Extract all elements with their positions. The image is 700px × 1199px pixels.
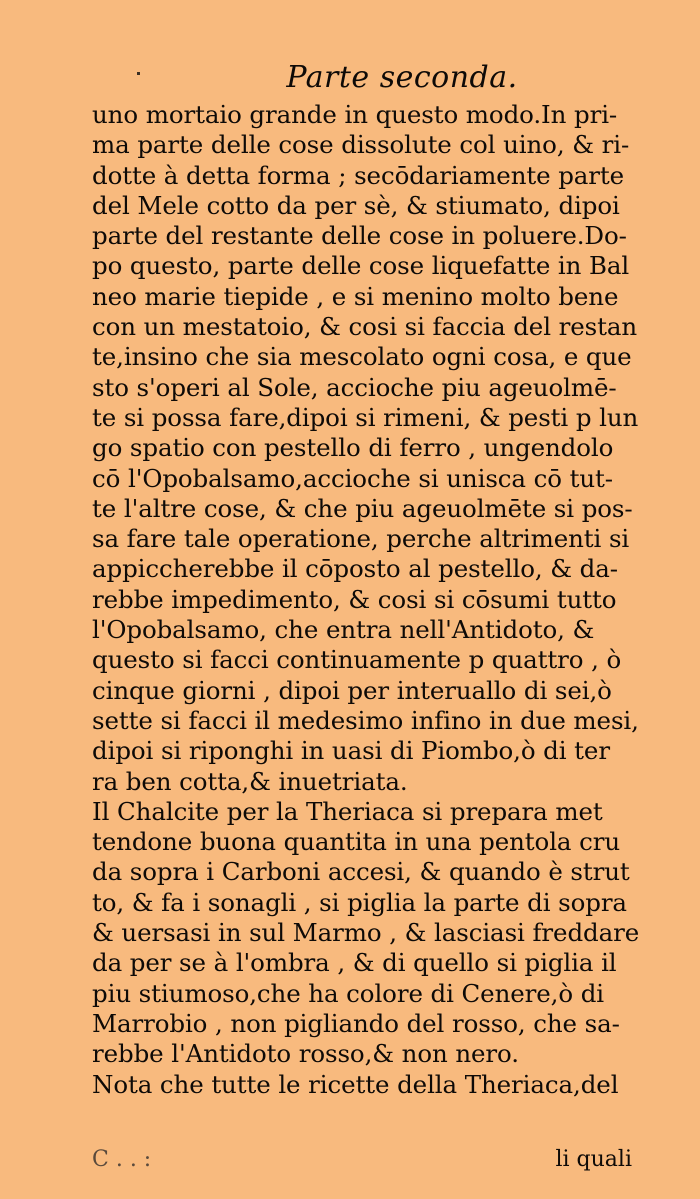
text-line: go spatio con pestello di ferro , ungendolo <box>92 433 614 463</box>
paragraph <box>92 100 639 797</box>
text-line: to, & fa i sonagli , si piglia la parte di sopra <box>92 887 627 917</box>
paragraph <box>92 796 640 1070</box>
text-line: piu stiumoso,che ha colore di Cenere,ò di <box>92 978 605 1008</box>
paragraph <box>92 1070 632 1100</box>
text-line: te l'altre cose, & che piu ageuolmēte si pos- <box>92 493 633 523</box>
text-line: rebbe l'Antidoto rosso,& non nero. <box>92 1039 519 1069</box>
text-line: l'Opobalsamo, che entra nell'Antidoto, & <box>92 615 595 645</box>
text-line: Il Chalcite per la Theriaca si prepara met <box>92 796 603 826</box>
text-line: sa fare tale operatione, perche altrimenti si <box>92 524 630 554</box>
text-line: dipoi si riponghi in uasi di Piombo,ò di ter <box>92 736 610 766</box>
text-line: sette si facci il medesimo infino in due mesi, <box>92 705 639 735</box>
text-line: cinque giorni , dipoi per interuallo di sei,ò <box>92 675 612 705</box>
text-line: dotte à detta forma ; secōdariamente parte <box>92 160 625 190</box>
catchword: li quali <box>555 1147 632 1172</box>
text-line: neo marie tiepide , e si menino molto bene <box>92 281 619 311</box>
text-line: parte del restante delle cose in poluere.Do- <box>92 221 627 251</box>
text-line: te si possa fare,dipoi si rimeni, & pesti p lun <box>92 402 639 432</box>
running-head: Parte seconda. <box>286 60 518 95</box>
text-line: ra ben cotta,& inuetriata. <box>92 766 408 796</box>
text-line: Marrobio , non pigliando del rosso, che sa- <box>92 1008 620 1038</box>
text-line: te,insino che sia mescolato ogni cosa, e que <box>92 342 632 372</box>
body-text <box>92 100 640 1100</box>
text-line: sto s'operi al Sole, accioche piu ageuolmē- <box>92 372 617 402</box>
text-line: questo si facci continuamente p quattro , ò <box>92 645 622 675</box>
text-line: & uersasi in sul Marmo , & lasciasi freddare <box>92 918 640 948</box>
text-line: uno mortaio grande in questo modo.In pri- <box>92 100 618 129</box>
signature-mark: C . . : <box>92 1147 152 1172</box>
text-line: appiccherebbe il cōposto al pestello, & da- <box>92 554 618 584</box>
text-line: po questo, parte delle cose liquefatte in Bal <box>92 251 630 281</box>
text-line: rebbe impedimento, & cosi si cōsumi tutto <box>92 584 617 614</box>
text-line: Nota che tutte le ricette della Theriaca,del <box>92 1069 619 1099</box>
text-line: da sopra i Carboni accesi, & quando è strut <box>92 857 630 887</box>
text-line: con un mestatoio, & cosi si faccia del restan <box>92 312 638 342</box>
text-line: cō l'Opobalsamo,accioche si unisca cō tut- <box>92 463 613 493</box>
text-line: del Mele cotto da per sè, & stiumato, dipoi <box>92 190 620 220</box>
text-line: ma parte delle cose dissolute col uino, & ri- <box>92 130 630 160</box>
text-line: da per se à l'ombra , & di quello si piglia il <box>92 948 617 978</box>
page-text-block <box>92 56 640 1100</box>
text-line: tendone buona quantita in una pentola cru <box>92 827 621 857</box>
